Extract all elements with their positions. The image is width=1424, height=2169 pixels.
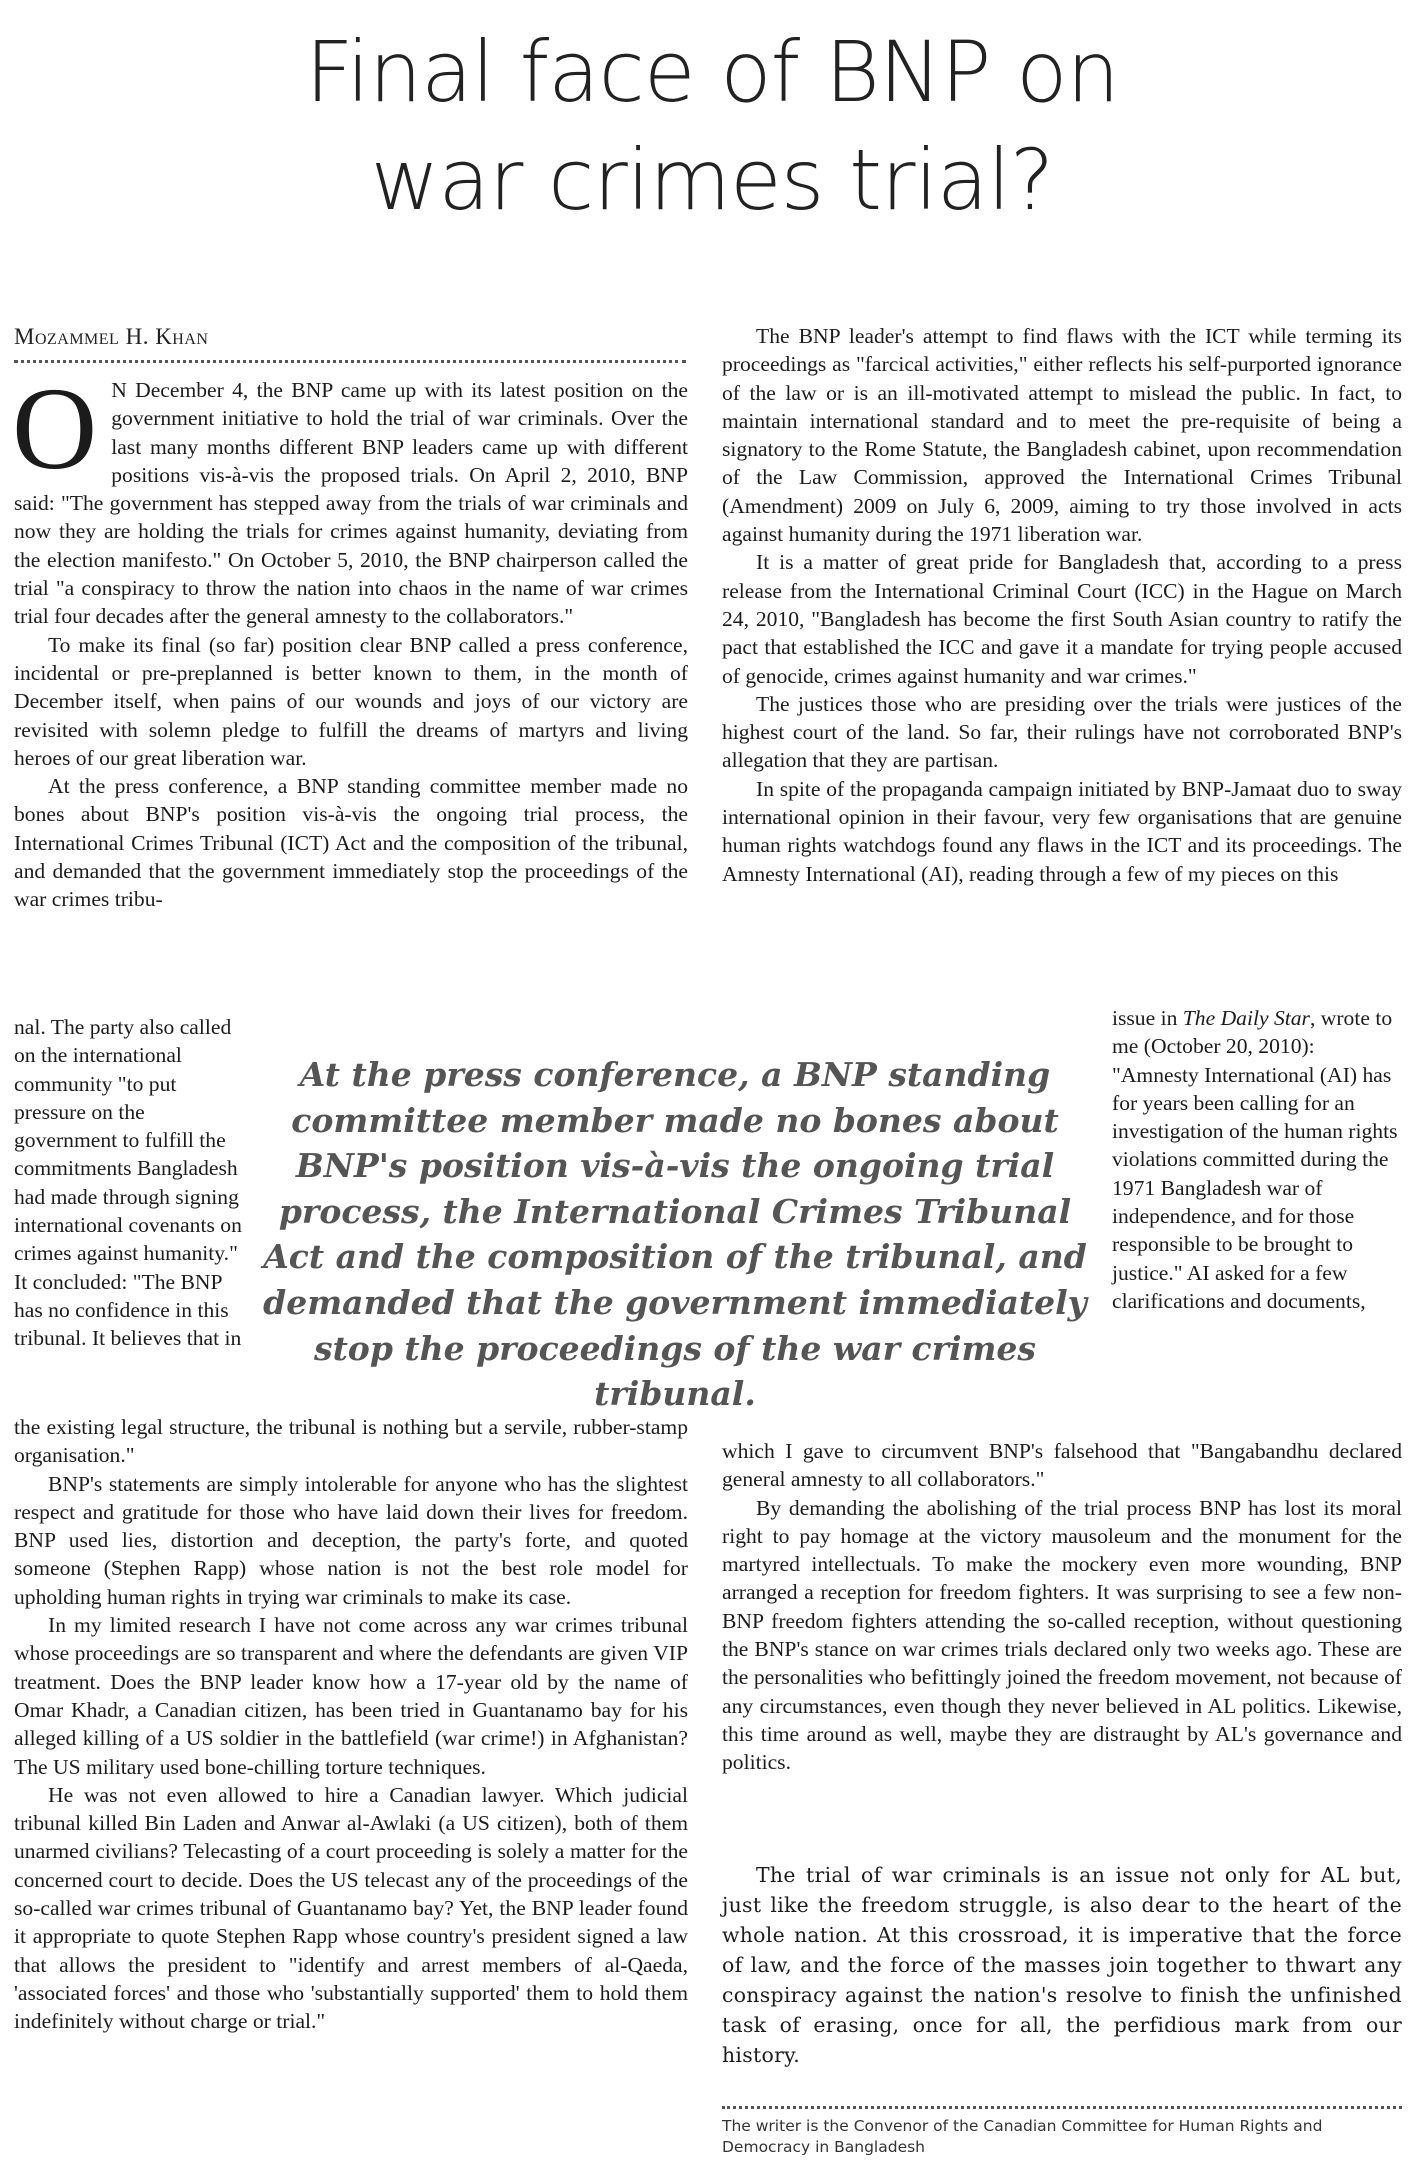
pull-quote: At the press conference, a BNP standing committee member made no bones about BNP's position vis-à-vis the ongoing trial process, the International Crimes Tribunal Act and the composition of the tribunal, and demanded that the government immediately stop the proceedings of the war crimes tribunal. [263,1055,1087,1414]
lead-paragraph-text: N December 4, the BNP came up with its latest position on the government initiative to hold the trial of war criminals. Over the last many months different BNP leaders came up with different positions vis-à-vis the proposed trials. On April 2, 2010, BNP said: "The government has stepped away from the trials of war criminals and now they are holding the trials for crimes against humanity, deviating from the election manifesto." On October 5, 2010, the BNP chairperson called the trial "a conspiracy to throw the nation into chaos in the name of war crimes trial four decades after the general amnesty to the collaborators." [14,378,688,629]
headline-line-1: Final face of BNP on [305,23,1119,121]
left-column-bottom [14,1413,688,2036]
paragraph: He was not even allowed to hire a Canadian lawyer. Which judicial tribunal killed Bin Laden and Anwar al-Awlaki (a US citizen), both of them unarmed civilians? Telecasting of a court proceeding is solely a matter for the concerned court to decide. Does the US telecast any of the proceedings of the so-called war crimes tribunal of Guantanamo bay? Yet, the BNP leader found it appropriate to quote Stephen Rapp whose country's president signed a law that allows the president to "identify and arrest members of al-Qaeda, 'associated forces' and those who 'substantially supported' them to hold them indefinitely without charge or trial." [14,1782,688,2034]
paragraph: At the press conference, a BNP standing committee member made no bones about BNP's position vis-à-vis the ongoing trial process, the International Crimes Tribunal (ICT) Act and the composition of the tribunal, and demanded that the government immediately stop the proceedings of the war crimes tribu- [14,774,688,912]
headline [0,18,1424,234]
paragraph: To make its final (so far) position clear BNP called a press conference, incidental or pre-preplanned is better known to them, in the month of December itself, when pains of our wounds and joys of our victory are revisited with solemn pledge to fulfill the dreams of martyrs and living heroes of our great liberation war. [14,632,688,770]
drop-cap: O [12,363,98,494]
paragraph: which I gave to circumvent BNP's falsehood that "Bangabandhu declared general amnesty to all collaborators." [722,1439,1402,1492]
paragraph: BNP's statements are simply intolerable for anyone who has the slightest respect and gratitude for those who have laid down their lives for freedom. BNP used lies, distortion and deception, the party's forte, and quoted someone (Stephen Rapp) whose nation is not the best role model for upholding human rights in trying war criminals to make its case. [14,1471,688,1609]
byline: Mozammel H. Khan [14,324,209,349]
lead-paragraph [12,363,688,631]
newspaper-title: The Daily Star [1182,1006,1310,1030]
footer-dotted-rule [722,2106,1402,2109]
paragraph: The justices those who are presiding over the trials were justices of the highest court of the land. So far, their rulings have not corroborated BNP's allegation that they are partisan. [722,691,1402,773]
byline-dotted-rule [14,360,686,363]
text-run: , wrote to me (October 20, 2010): "Amnesty International (AI) has for years been calling for an investigation of the human rights violations committed during the 1971 Bangladesh war of independence, and for those responsible to be brought to justice." AI asked for a few clarifications and documents, [1112,1006,1398,1313]
paragraph: nal. The party also called on the international community "to put pressure on the government to fulfill the commitments Bangladesh had made through signing international covenants on crimes against humanity." It concluded: "The BNP has no confidence in this tribunal. It believes that in [14,1015,242,1351]
right-column-top [722,322,1402,888]
author-note: The writer is the Convenor of the Canadian Committee for Human Rights and Democracy in Bangladesh [722,2117,1323,2156]
right-column-bottom [722,1437,1402,1777]
left-narrow-column [14,1013,246,1353]
paragraph: It is a matter of great pride for Bangladesh that, according to a press release from the International Criminal Court (ICC) in the Hague on March 24, 2010, "Bangladesh has become the first South Asian country to ratify the pact that established the ICC and gave it a mandate for trying people accused of genocide, crimes against humanity and war crimes." [722,550,1402,688]
paragraph: the existing legal structure, the tribunal is nothing but a servile, rubber-stamp organisation." [14,1415,688,1468]
paragraph: By demanding the abolishing of the trial process BNP has lost its moral right to pay homage at the victory mausoleum and the monument for the martyred intellectuals. To make the mockery even more wounding, BNP arranged a reception for freedom fighters. It was surprising to see a few non-BNP freedom fighters attending the so-called reception, without questioning the BNP's stance on war crimes trials declared only two weeks ago. These are the personalities who befittingly joined the freedom movement, not because of any circumstances, even though they never believed in AL politics. Likewise, this time around as well, maybe they are distraught by AL's governance and politics. [722,1495,1402,1775]
headline-line-2: war crimes trial? [370,131,1054,229]
paragraph: In spite of the propaganda campaign initiated by BNP-Jamaat duo to sway international opinion in their favour, very few organisations that are genuine human rights watchdogs found any flaws in the ICT and its proceedings. The Amnesty International (AI), reading through a few of my pieces on this [722,776,1402,886]
paragraph [1112,1004,1402,1315]
paragraph: In my limited research I have not come across any war crimes tribunal whose proceedings are so transparent and where the defendants are given VIP treatment. Does the BNP leader know how a 17-year old by the name of Omar Khadr, a Canadian citizen, has been tried in Guantanamo bay for his alleged killing of a US soldier in the battlefield (war crime!) in Afghanistan? The US military used bone-chilling torture techniques. [14,1613,688,1779]
text-run: issue in [1112,1006,1183,1030]
left-column-top [12,363,688,914]
right-narrow-column [1112,1004,1402,1315]
paragraph: The BNP leader's attempt to find flaws with the ICT while terming its proceedings as "farcical activities," either reflects his self-purported ignorance of the law or is an ill-motivated attempt to mislead the public. In fact, to maintain international standard and to meet the pre-requisite of being a signatory to the Rome Statute, the Bangladesh cabinet, upon recommendation of the Law Commission, approved the International Crimes Tribunal (Amendment) 2009 on July 6, 2009, aiming to try those involved in acts against humanity during the 1971 liberation war. [722,324,1402,547]
closing-paragraph: The trial of war criminals is an issue not only for AL but, just like the freedom struggle, is also dear to the heart of the whole nation. At this crossroad, it is imperative that the force of law, and the force of the masses join together to thwart any conspiracy against the nation's resolve to finish the unfinished task of erasing, once for all, the perfidious mark from our history. [722,1863,1402,2067]
closing-paragraph-block [722,1860,1402,2070]
